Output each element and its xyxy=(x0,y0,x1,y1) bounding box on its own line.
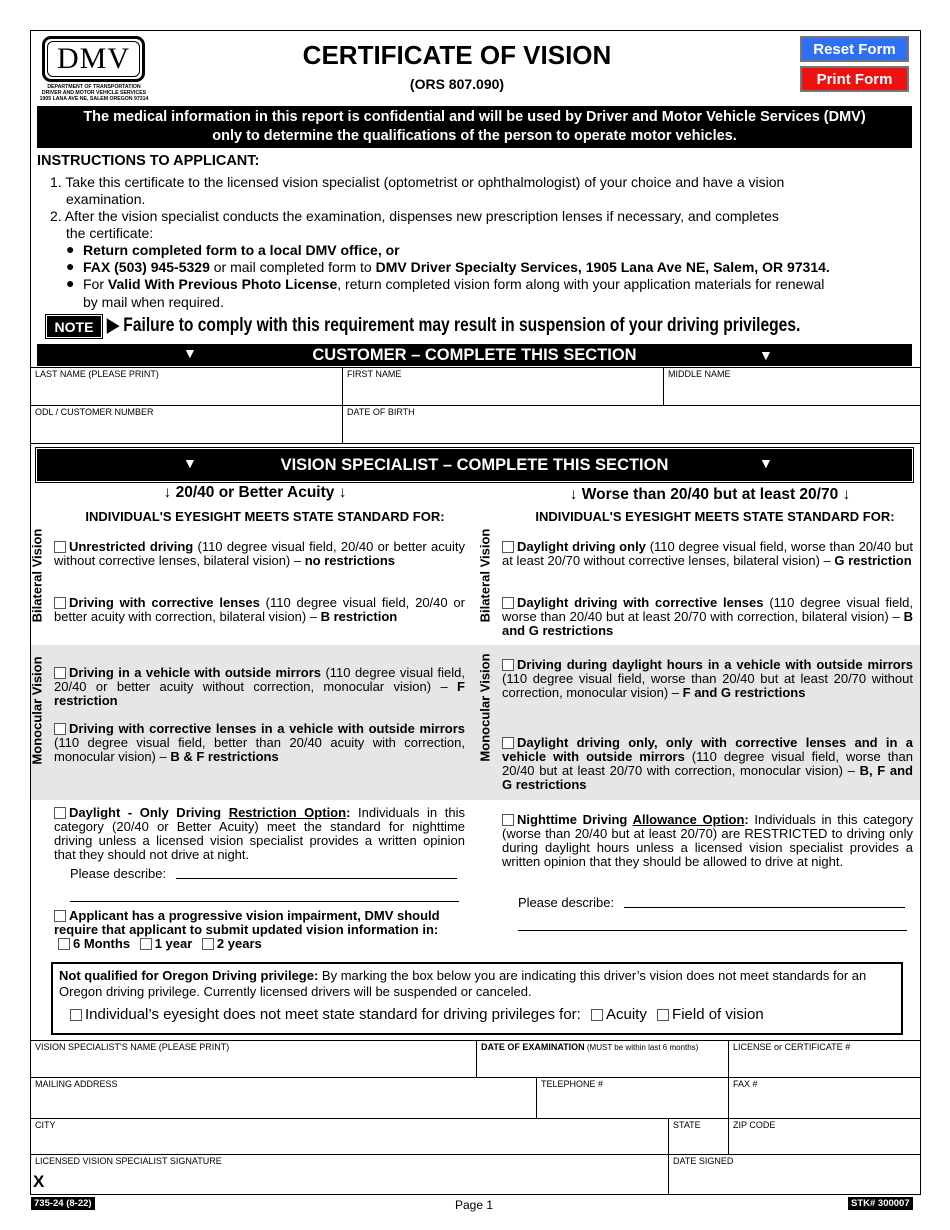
progressive-impairment-checkbox[interactable] xyxy=(54,910,66,922)
nighttime-allowance-checkbox[interactable] xyxy=(502,814,514,826)
bullet-icon: ● xyxy=(66,258,75,274)
r1-tail: G restriction xyxy=(834,553,912,568)
customer-section-title: CUSTOMER – COMPLETE THIS SECTION xyxy=(312,346,637,364)
please-describe-left: Please describe: xyxy=(70,866,167,881)
first-name-label: FIRST NAME xyxy=(347,369,402,379)
six-months-label: 6 Months xyxy=(73,936,131,951)
please-describe-right: Please describe: xyxy=(518,895,615,910)
l5-bold: Daylight - Only Driving xyxy=(69,805,229,820)
note-label: NOTE xyxy=(47,316,101,337)
city-label: CITY xyxy=(35,1120,56,1130)
l5-text: Individuals in this category (20/40 or Better Acuity) meet the standard for nighttime driving unless a licensed vision specialist provides a written opinion that they should not drive at night. xyxy=(54,805,465,862)
outside-mirrors-option xyxy=(54,666,465,708)
r4-tail: B, F and G restrictions xyxy=(502,763,913,792)
right-standard-heading: INDIVIDUAL'S EYESIGHT MEETS STATE STANDARD FOR: xyxy=(535,509,895,524)
daylight-corrective-checkbox[interactable] xyxy=(502,597,514,609)
signature-label: LICENSED VISION SPECIALIST SIGNATURE xyxy=(35,1156,222,1166)
vision-section-title: VISION SPECIALIST – COMPLETE THIS SECTION xyxy=(280,456,669,474)
r1-text: (110 degree visual field, worse than 20/40 but at least 20/70 without corrective lenses, bilateral vision) – xyxy=(502,539,913,568)
instruction-1: 1. Take this certificate to the licensed vision specialist (optometrist or ophthalmologist) of your choice and have a vision xyxy=(50,174,785,190)
l2-text: (110 degree visual field, 20/40 or better acuity with correction, bilateral vision) – xyxy=(54,595,465,624)
print-form-button[interactable]: Print Form xyxy=(800,66,909,92)
acuity-label: Acuity xyxy=(606,1006,647,1023)
down-arrow-icon: ▼ xyxy=(759,455,773,471)
reset-form-button[interactable]: Reset Form xyxy=(800,36,909,62)
r1-bold: Daylight driving only xyxy=(517,539,646,554)
l4-tail: B & F restrictions xyxy=(170,749,279,764)
daylight-corrective-mirrors-checkbox[interactable] xyxy=(502,737,514,749)
r5-text: Individuals in this category (worse than 20/40 but at least 20/70) are RESTRICTED to driving only during daylight hours unless a licensed vision specialist provides a written opinion that they should be allowed to drive at night. xyxy=(502,812,913,869)
worse-acuity-heading: ↓ Worse than 20/40 but at least 20/70 ↓ xyxy=(569,486,851,503)
state-field[interactable] xyxy=(668,1118,729,1155)
six-months-checkbox[interactable] xyxy=(58,938,70,950)
agency-address xyxy=(32,84,156,102)
last-name-label: LAST NAME (PLEASE PRINT) xyxy=(35,369,159,379)
b3-pre: For xyxy=(83,276,108,292)
daylight-corrective-option xyxy=(502,596,913,638)
daylight-only-checkbox[interactable] xyxy=(502,541,514,553)
r2-tail: B and G restrictions xyxy=(502,609,913,638)
date-exam-label: DATE OF EXAMINATION xyxy=(481,1042,585,1052)
l1-tail: no restrictions xyxy=(304,553,396,568)
agency-line-2: DRIVER AND MOTOR VEHICLE SERVICES xyxy=(41,90,147,96)
corrective-lenses-checkbox[interactable] xyxy=(54,597,66,609)
r2-bold: Daylight driving with corrective lenses xyxy=(517,595,764,610)
confidential-line-1: The medical information in this report is confidential and will be used by Driver and Motor Vehicle Services (DMV) xyxy=(83,109,866,125)
l3-bold: Driving in a vehicle with outside mirrors xyxy=(69,665,322,680)
instruction-bullet-3-cont: by mail when required. xyxy=(83,294,224,310)
instruction-bullet-3 xyxy=(83,276,824,292)
progressive-text: Applicant has a progressive vision impairment, DMV should require that applicant to submit updated vision information in: xyxy=(54,908,440,937)
instruction-2: 2. After the vision specialist conducts the examination, dispenses new prescription lenses if necessary, and completes xyxy=(50,208,779,224)
nq-check-label: Individual’s eyesight does not meet state standard for driving privileges for: xyxy=(85,1006,581,1023)
fax-number: FAX (503) 945-5329 xyxy=(83,259,210,275)
r4-text: (110 degree visual field, worse than 20/40 but at least 20/70 with correction, monocular vision) – xyxy=(502,749,913,778)
one-year-label: 1 year xyxy=(154,936,193,951)
page-subtitle: (ORS 807.090) xyxy=(409,76,505,92)
field-of-vision-label: Field of vision xyxy=(672,1006,764,1023)
nq-text: By marking the box below you are indicating this driver’s vision does not meet standards for an Oregon driving privilege. Currently licensed drivers will be suspended or canceled. xyxy=(59,968,867,999)
not-qualified-checkbox[interactable] xyxy=(70,1009,82,1021)
bilateral-vision-label-right: Bilateral Vision xyxy=(477,528,493,623)
one-year-checkbox[interactable] xyxy=(140,938,152,950)
l2-tail: B restriction xyxy=(320,609,398,624)
daylight-restriction-checkbox[interactable] xyxy=(54,807,66,819)
left-standard-heading: INDIVIDUAL'S EYESIGHT MEETS STATE STANDARD FOR: xyxy=(85,509,445,524)
r3-bold: Driving during daylight hours in a vehicle with outside mirrors xyxy=(517,657,913,672)
down-arrow-icon: ▼ xyxy=(183,345,197,361)
agency-line-1: DEPARTMENT OF TRANSPORTATION xyxy=(47,84,141,90)
middle-name-label: MIDDLE NAME xyxy=(668,369,731,379)
mail-address: DMV Driver Specialty Services, 1905 Lana Ave NE, Salem, OR 97314. xyxy=(375,259,830,275)
fax-field[interactable] xyxy=(728,1077,921,1119)
l5-colon: : xyxy=(346,805,351,820)
l2-bold: Driving with corrective lenses xyxy=(69,595,260,610)
city-field[interactable] xyxy=(30,1118,669,1155)
b3-rest: , return completed vision form along with your application materials for renewal xyxy=(337,276,825,292)
date-exam-note: (MUST be within last 6 months) xyxy=(584,1043,699,1052)
not-qualified-text xyxy=(59,968,889,1000)
field-of-vision-checkbox[interactable] xyxy=(657,1009,669,1021)
instruction-bullet-2 xyxy=(83,259,830,275)
confidentiality-banner xyxy=(37,106,912,148)
fax-label: FAX # xyxy=(733,1079,758,1089)
b2-mid: or mail completed form to xyxy=(209,259,376,275)
r2-text: (110 degree visual field, worse than 20/40 but at least 20/70 with correction, bilateral vision) – xyxy=(502,595,913,624)
unrestricted-driving-option xyxy=(54,540,465,568)
logo-text: DMV xyxy=(47,41,140,77)
not-qualified-check-row xyxy=(70,1006,764,1023)
r5-underline: Allowance Option xyxy=(632,812,745,827)
first-name-field[interactable] xyxy=(342,367,664,406)
zip-label: ZIP CODE xyxy=(733,1120,776,1130)
page-title: CERTIFICATE OF VISION xyxy=(302,40,612,70)
dob-label: DATE OF BIRTH xyxy=(347,407,415,417)
telephone-field[interactable] xyxy=(536,1077,729,1119)
r3-tail: F and G restrictions xyxy=(682,685,806,700)
state-label: STATE xyxy=(673,1120,701,1130)
dob-field[interactable] xyxy=(342,405,921,444)
note-text: ▶ Failure to comply with this requirement may result in suspension of your driving privileges. xyxy=(107,315,801,336)
better-acuity-heading: ↓ 20/40 or Better Acuity ↓ xyxy=(163,484,347,501)
license-field[interactable] xyxy=(728,1040,921,1078)
vision-section-header xyxy=(37,449,912,481)
instruction-bullet-1: Return completed form to a local DMV office, or xyxy=(83,242,400,258)
two-years-checkbox[interactable] xyxy=(202,938,214,950)
zip-field[interactable] xyxy=(728,1118,921,1155)
odl-field[interactable] xyxy=(30,405,343,444)
nighttime-allowance-option xyxy=(502,813,913,869)
corrective-mirrors-checkbox[interactable] xyxy=(54,723,66,735)
dmv-logo xyxy=(42,36,145,82)
r4-bold: Daylight driving only, only with corrective lenses and in a vehicle with outside mirrors xyxy=(502,735,913,764)
daylight-only-option xyxy=(502,540,913,568)
down-arrow-icon: ▼ xyxy=(183,455,197,471)
describe-line-right-1[interactable] xyxy=(624,907,905,908)
corrective-lenses-option xyxy=(54,596,465,624)
mailing-address-field[interactable] xyxy=(30,1077,537,1119)
describe-line-left-1[interactable] xyxy=(176,878,457,879)
form-number: 735-24 (8-22) xyxy=(31,1197,95,1210)
date-signed-label: DATE SIGNED xyxy=(673,1156,734,1166)
unrestricted-driving-checkbox[interactable] xyxy=(54,541,66,553)
outside-mirrors-checkbox[interactable] xyxy=(54,667,66,679)
signature-x: X xyxy=(33,1172,45,1191)
mailing-address-label: MAILING ADDRESS xyxy=(35,1079,118,1089)
monocular-vision-label-right: Monocular Vision xyxy=(477,653,493,762)
middle-name-field[interactable] xyxy=(663,367,921,406)
l5-underline: Restriction Option xyxy=(228,805,347,820)
odl-label: ODL / CUSTOMER NUMBER xyxy=(35,407,154,417)
date-signed-field[interactable] xyxy=(668,1154,921,1195)
describe-line-left-2[interactable] xyxy=(70,901,459,902)
agency-line-3: 1905 LANA AVE NE, SALEM OREGON 97314 xyxy=(39,96,149,102)
r3-text: (110 degree visual field, worse than 20/40 but at least 20/70 without correction, monocular vision) – xyxy=(502,671,913,700)
specialist-name-label: VISION SPECIALIST'S NAME (PLEASE PRINT) xyxy=(35,1042,230,1052)
monocular-vision-label-left: Monocular Vision xyxy=(29,656,45,765)
l3-text: (110 degree visual field, 20/40 or better acuity without correction, monocular vision) – xyxy=(54,665,465,694)
instruction-1-cont: examination. xyxy=(66,191,146,207)
acuity-checkbox[interactable] xyxy=(591,1009,603,1021)
l1-bold: Unrestricted driving xyxy=(69,539,194,554)
down-arrow-icon: ▼ xyxy=(759,347,773,363)
last-name-field[interactable] xyxy=(30,367,343,406)
page-number: Page 1 xyxy=(455,1198,494,1212)
date-exam-field[interactable] xyxy=(476,1040,729,1078)
stock-number: STK# 300007 xyxy=(848,1197,913,1210)
not-qualified-box xyxy=(51,962,903,1035)
bullet-icon: ● xyxy=(66,275,75,291)
r5-colon: : xyxy=(744,812,749,827)
progressive-impairment-option xyxy=(54,909,444,951)
nq-bold: Not qualified for Oregon Driving privilege: xyxy=(59,968,319,983)
daylight-restriction-option xyxy=(54,806,465,862)
bilateral-vision-label-left: Bilateral Vision xyxy=(29,528,45,623)
describe-line-right-2[interactable] xyxy=(518,930,907,931)
l3-tail: F restriction xyxy=(54,679,465,708)
license-label: LICENSE or CERTIFICATE # xyxy=(733,1042,851,1052)
corrective-mirrors-option xyxy=(54,722,465,764)
signature-field[interactable] xyxy=(30,1154,669,1195)
telephone-label: TELEPHONE # xyxy=(541,1079,604,1089)
l4-bold: Driving with corrective lenses in a vehicle with outside mirrors xyxy=(69,721,465,736)
customer-section-header xyxy=(37,344,912,366)
daylight-corrective-mirrors-option xyxy=(502,736,913,792)
specialist-name-field[interactable] xyxy=(30,1040,477,1078)
r5-bold: Nighttime Driving xyxy=(517,812,633,827)
bullet-icon: ● xyxy=(66,241,75,257)
daylight-mirrors-checkbox[interactable] xyxy=(502,659,514,671)
daylight-mirrors-option xyxy=(502,658,913,700)
b3-bold: Valid With Previous Photo License xyxy=(107,276,338,292)
instruction-2-cont: the certificate: xyxy=(66,225,154,241)
instructions-heading: INSTRUCTIONS TO APPLICANT: xyxy=(37,153,260,169)
l1-text: (110 degree visual field, 20/40 or better acuity without corrective lenses, bilateral vision) – xyxy=(54,539,465,568)
l4-text: (110 degree visual field, better than 20/40 acuity with correction, monocular vision) – xyxy=(54,735,465,764)
confidential-line-2: only to determine the qualifications of the person to operate motor vehicles. xyxy=(212,128,737,144)
two-years-label: 2 years xyxy=(216,936,262,951)
